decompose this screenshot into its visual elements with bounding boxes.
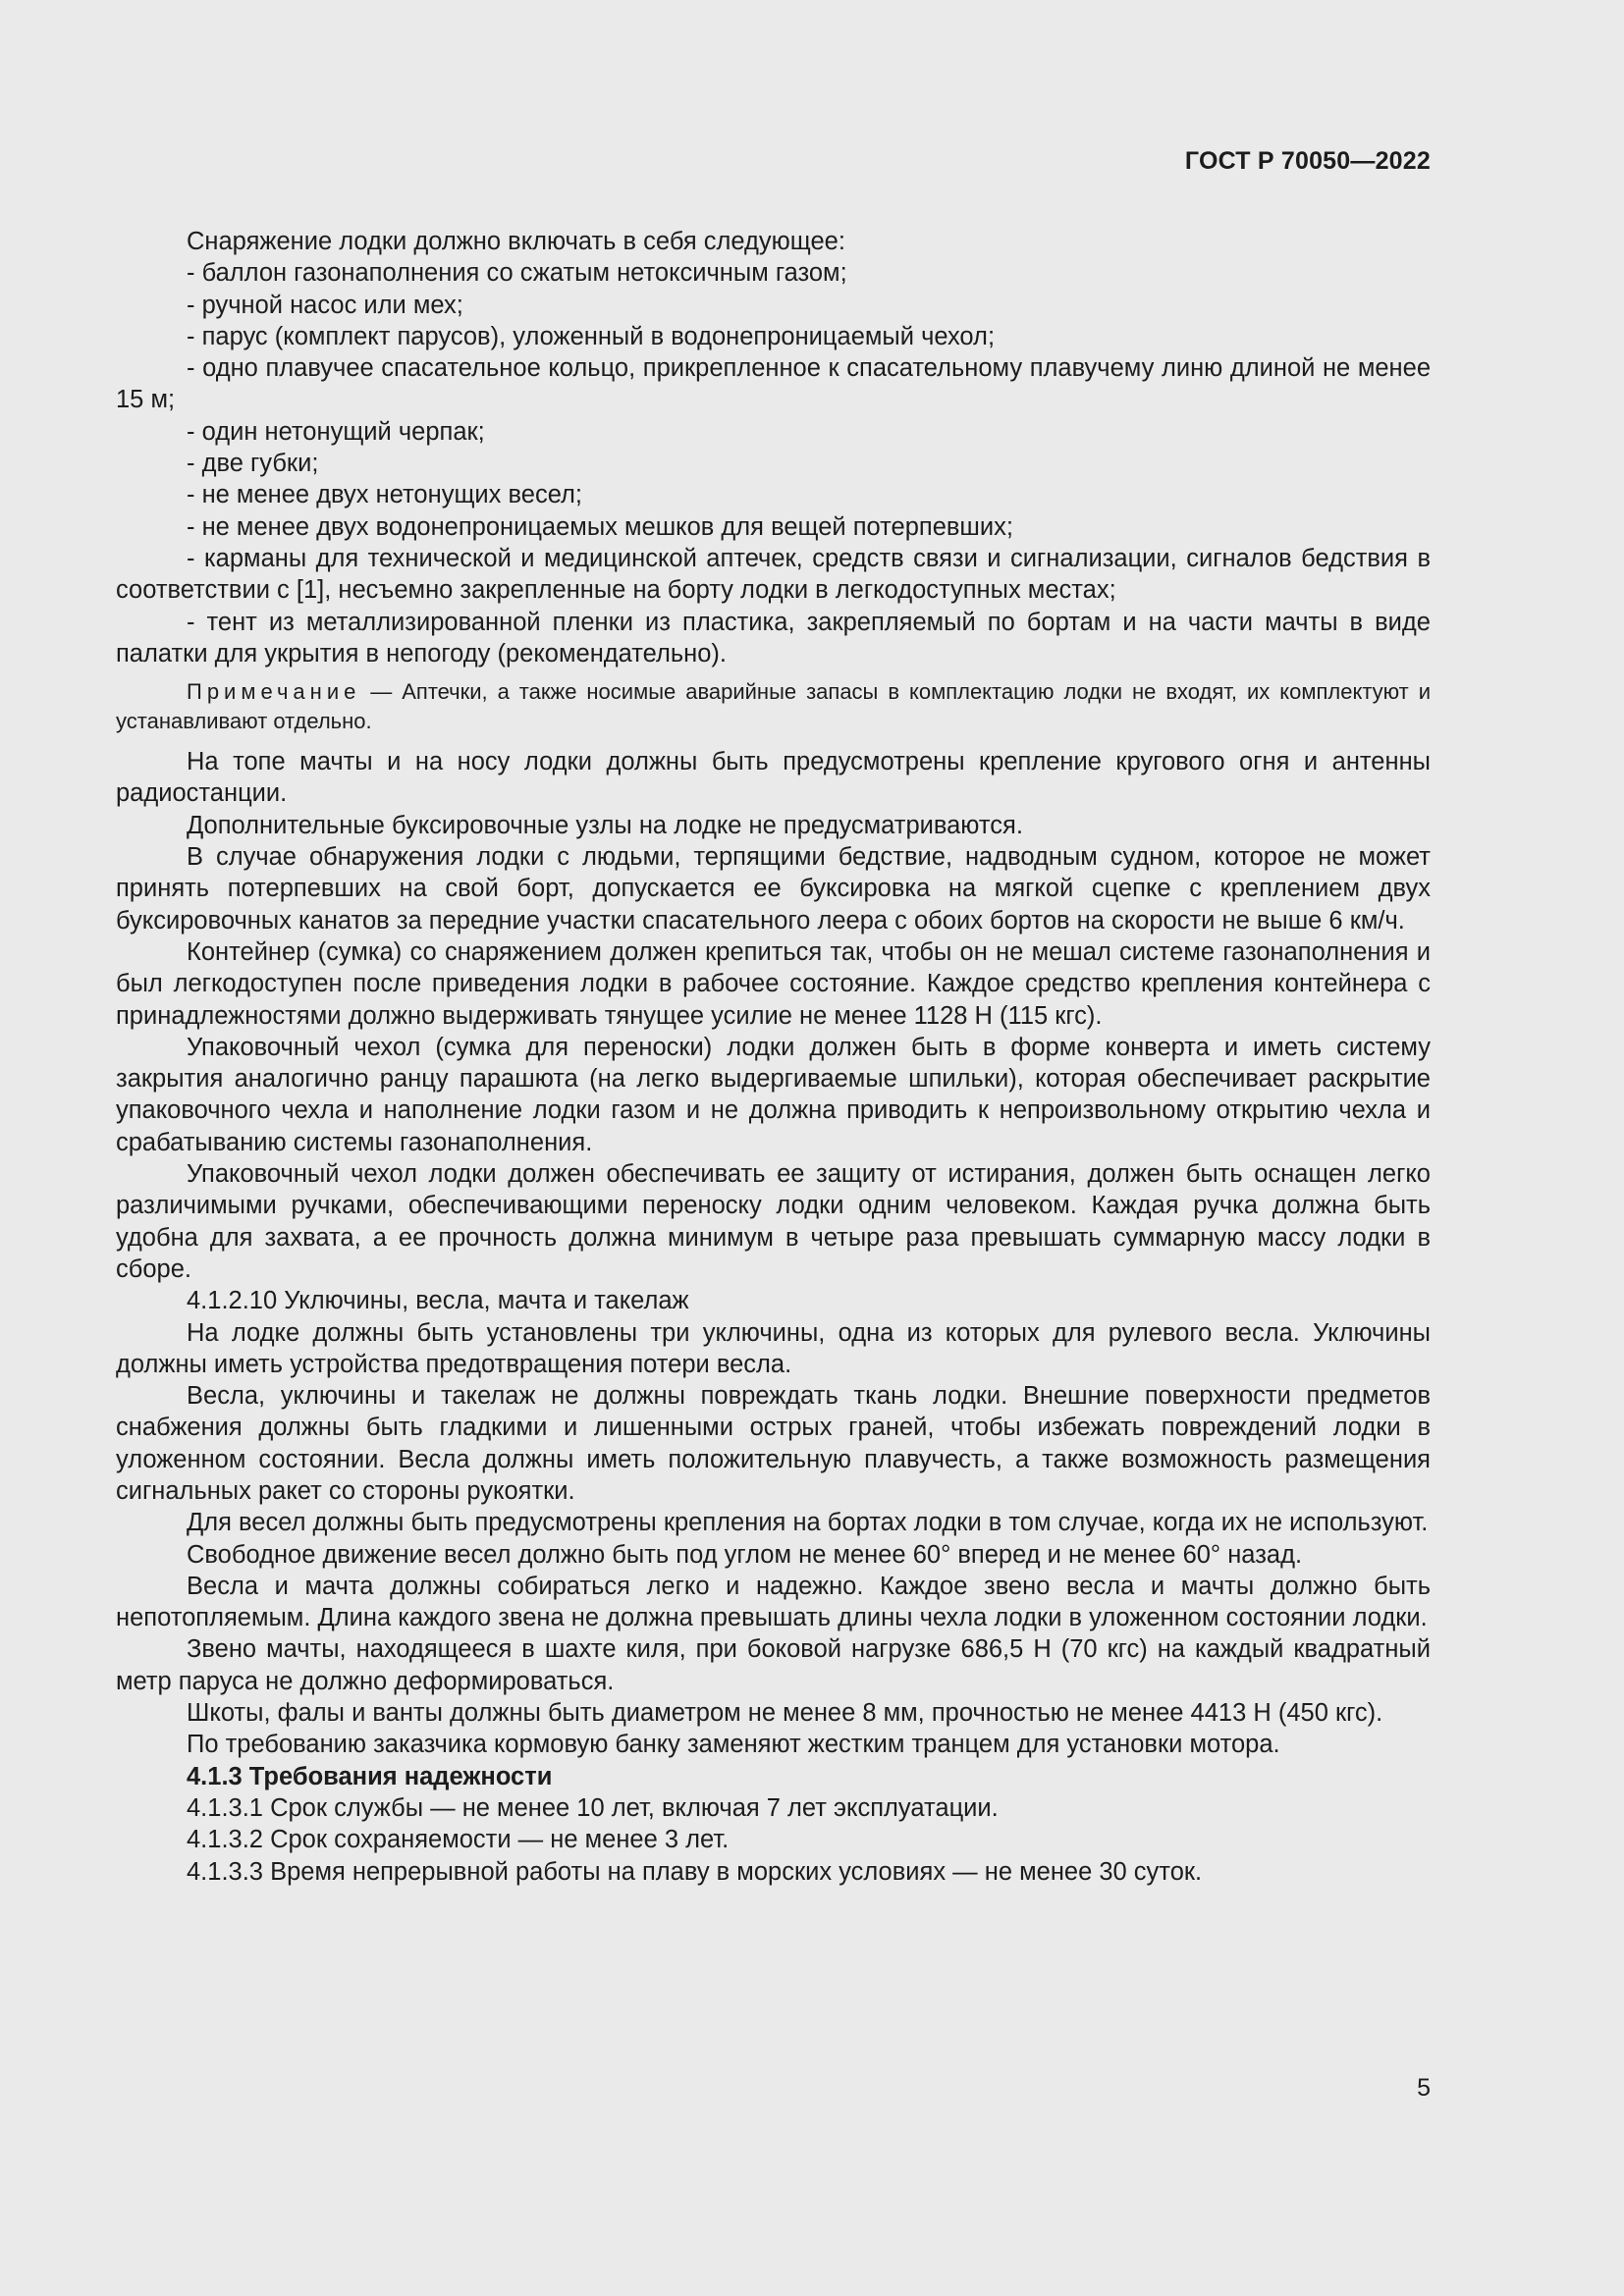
- equipment-list-item: - парус (комплект парусов), уложенный в водонепроницаемый чехол;: [187, 322, 996, 350]
- equipment-intro: Снаряжение лодки должно включать в себя следующее:: [187, 228, 845, 255]
- equipment-list-item: - не менее двух нетонущих весел;: [187, 481, 582, 509]
- equipment-list-item: - тент из металлизированной пленки из пластика, закрепляемый по бортам и на части мачты в виде палатки для укрытия в непогоду (рекомендательно).: [116, 608, 1431, 667]
- body-paragraph: Звено мачты, находящееся в шахте киля, при боковой нагрузке 686,5 Н (70 кгс) на каждый квадратный метр паруса не должно деформироваться.: [116, 1635, 1431, 1695]
- body-paragraph: Дополнительные буксировочные узлы на лодке не предусматриваются.: [187, 811, 1023, 839]
- document-body: [116, 226, 1431, 1888]
- equipment-list-item: - карманы для технической и медицинской аптечек, средств связи и сигнализации, сигналов бедствия в соответствии с [1], несъемно закрепленные на борту лодки в легкодоступных местах;: [116, 544, 1431, 605]
- body-paragraph: На лодке должны быть установлены три уключины, одна из которых для рулевого весла. Уключины должны иметь устройства предотвращения потери весла.: [116, 1318, 1431, 1378]
- body-paragraph: Контейнер (сумка) со снаряжением должен крепиться так, чтобы он не мешал системе газонаполнения и был легкодоступен после приведения лодки в рабочее состояние. Каждое средство крепления контейнера с принадлежностями должно выдерживать тянущее усилие не менее 1128 Н (115 кгс).: [116, 937, 1431, 1030]
- equipment-list-item: - один нетонущий черпак;: [187, 417, 485, 446]
- body-paragraph: По требованию заказчика кормовую банку заменяют жестким транцем для установки мотора.: [187, 1731, 1280, 1759]
- body-paragraph: Упаковочный чехол лодки должен обеспечивать ее защиту от истирания, должен быть оснащен легко различимыми ручками, обеспечивающими переноску лодки одним человеком. Каждая ручка должна быть удобна для захвата, а ее прочность должна минимум в четыре раза превышать суммарную массу лодки в сборе.: [116, 1160, 1431, 1283]
- note: [116, 677, 1431, 736]
- equipment-list-item: - одно плавучее спасательное кольцо, прикрепленное к спасательному плавучему линю длиной не менее 15 м;: [116, 354, 1431, 414]
- body-paragraph: Весла, уключины и такелаж не должны повреждать ткань лодки. Внешние поверхности предметов снабжения должны быть гладкими и лишенными острых граней, чтобы избежать повреждений лодки в уложенном состоянии. Весла должны иметь положительную плавучесть, а также возможность размещения сигнальных ракет со стороны рукоятки.: [116, 1382, 1431, 1505]
- note-label: Примечание: [187, 679, 361, 705]
- equipment-list-item: - две губки;: [187, 450, 319, 478]
- body-paragraph: Для весел должны быть предусмотрены крепления на бортах лодки в том случае, когда их не используют.: [187, 1509, 1429, 1537]
- standard-number: ГОСТ Р 70050—2022: [1184, 147, 1431, 175]
- reliability-item: 4.1.3.2 Срок сохраняемости — не менее 3 лет.: [187, 1826, 730, 1854]
- body-paragraph: Упаковочный чехол (сумка для переноски) лодки должен быть в форме конверта и иметь систему закрытия аналогично ранцу парашюта (на легко выдергиваемые шпильки), которая обеспечивает раскрытие упаковочного чехла и наполнение лодки газом и не должна приводить к непроизвольному открытию чехла и срабатыванию системы газонаполнения.: [116, 1033, 1431, 1156]
- page-number: 5: [1417, 2074, 1431, 2102]
- section-heading: 4.1.3 Требования надежности: [187, 1762, 553, 1790]
- section-heading: 4.1.2.10 Уключины, весла, мачта и такелаж: [187, 1287, 689, 1315]
- body-paragraph: На топе мачты и на носу лодки должны быть предусмотрены крепление кругового огня и антенны радиостанции.: [116, 748, 1431, 808]
- body-paragraph: Шкоты, фалы и ванты должны быть диаметром не менее 8 мм, прочностью не менее 4413 Н (450 кгс).: [187, 1699, 1383, 1728]
- note-text: — Аптечки, а также носимые аварийные запасы в комплектацию лодки не входят, их комплектуют и устанавливают отдельно.: [116, 679, 1431, 734]
- equipment-list-item: - ручной насос или мех;: [187, 291, 463, 319]
- equipment-list-item: - баллон газонаполнения со сжатым нетоксичным газом;: [187, 259, 847, 288]
- body-paragraph: В случае обнаружения лодки с людьми, терпящими бедствие, надводным судном, которое не может принять потерпевших на свой борт, допускается ее буксировка на мягкой сцепке с креплением двух буксировочных канатов за передние участки спасательного леера с обоих бортов на скорости не выше 6 км/ч.: [116, 843, 1431, 934]
- reliability-item: 4.1.3.1 Срок службы — не менее 10 лет, включая 7 лет эксплуатации.: [187, 1793, 999, 1822]
- body-paragraph: Свободное движение весел должно быть под углом не менее 60° вперед и не менее 60° назад.: [187, 1540, 1303, 1569]
- equipment-list-item: - не менее двух водонепроницаемых мешков для вещей потерпевших;: [187, 512, 1013, 541]
- reliability-item: 4.1.3.3 Время непрерывной работы на плаву в морских условиях — не менее 30 суток.: [187, 1857, 1203, 1886]
- body-paragraph: Весла и мачта должны собираться легко и надежно. Каждое звено весла и мачты должно быть непотопляемым. Длина каждого звена не должна превышать длины чехла лодки в уложенном состоянии лодки.: [116, 1572, 1431, 1632]
